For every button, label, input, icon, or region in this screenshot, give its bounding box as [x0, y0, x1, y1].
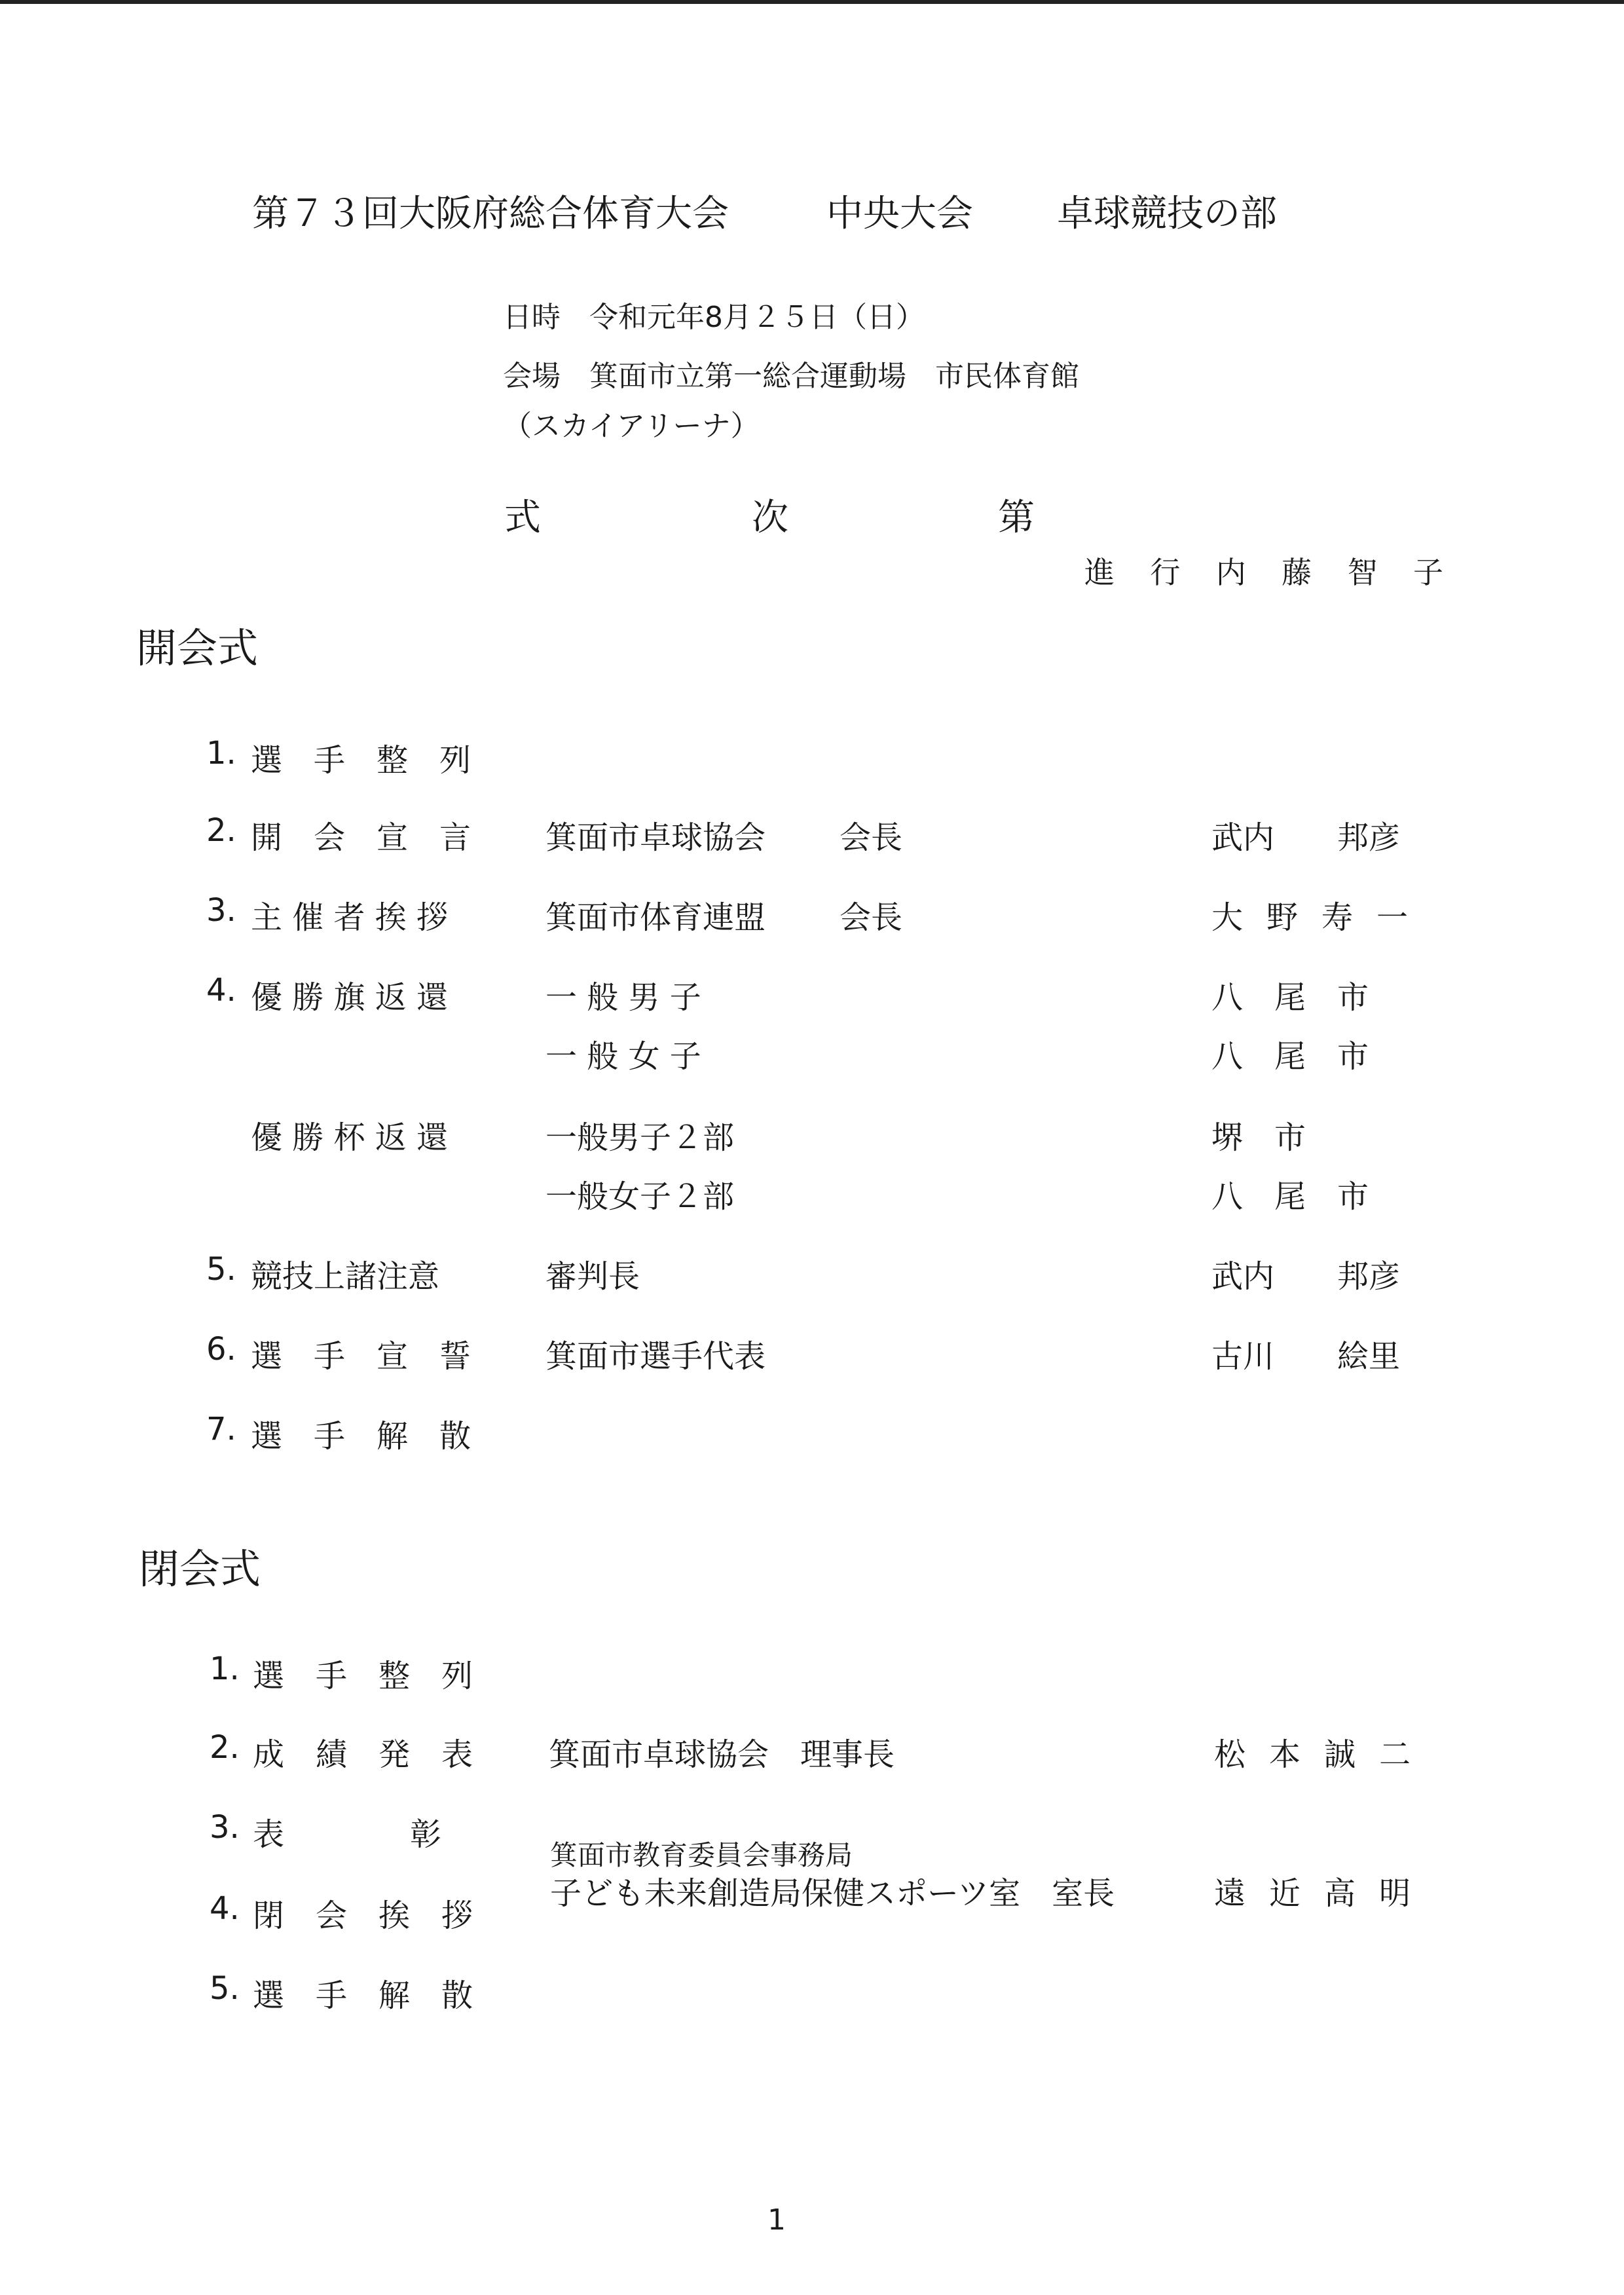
- program-heading-1: 式: [504, 496, 541, 539]
- closing-row-2-label: 成 績 発 表: [253, 1736, 473, 1773]
- closing-row-1-number: 1.: [210, 1651, 240, 1687]
- opening-row-5-name: 武内 邦彦: [1211, 1258, 1401, 1295]
- closing-award-org-line1: 箕面市教育委員会事務局: [550, 1839, 853, 1871]
- opening-ceremony-title: 開会式: [136, 624, 259, 672]
- opening-row-4c-name: 堺 市: [1211, 1119, 1306, 1156]
- presider: [1084, 549, 1443, 592]
- event-venue: 会場 箕面市立第一総合運動場 市民体育館: [503, 360, 1079, 393]
- opening-row-4b-name: 八 尾 市: [1211, 1038, 1369, 1075]
- opening-row-4-label: 優 勝 旗 返 還: [251, 979, 449, 1016]
- opening-row-2-number: 2.: [206, 812, 236, 849]
- title-sport: 卓球競技の部: [1057, 193, 1277, 235]
- closing-row-1-label: 選 手 整 列: [253, 1658, 473, 1694]
- opening-row-1-number: 1.: [206, 735, 236, 772]
- event-date: 日時 令和元年8月２５日（日）: [503, 301, 925, 334]
- opening-row-2-label: 開 会 宣 言: [251, 819, 471, 856]
- opening-row-3-name: 大野寿一: [1211, 899, 1432, 936]
- opening-row-5-org: 審判長: [545, 1258, 640, 1295]
- closing-row-4-number: 4.: [210, 1890, 240, 1927]
- closing-results-org: 箕面市卓球協会 理事長: [549, 1736, 895, 1773]
- closing-award-org-line2: 子ども未来創造局保健スポーツ室 室長: [550, 1875, 1115, 1912]
- closing-row-3-label: 表 彰: [253, 1816, 442, 1853]
- opening-row-4d-name: 八 尾 市: [1211, 1178, 1369, 1215]
- opening-row-6-org: 箕面市選手代表: [545, 1338, 766, 1375]
- opening-row-7-number: 7.: [206, 1411, 236, 1447]
- opening-row-4-number: 4.: [206, 972, 236, 1009]
- opening-row-3-org: 箕面市体育連盟: [545, 899, 766, 936]
- opening-row-3-role: 会長: [840, 899, 903, 936]
- opening-row-5-number: 5.: [206, 1251, 236, 1288]
- opening-row-4d-org: 一般女子２部: [545, 1178, 735, 1215]
- presider-char: 藤: [1282, 555, 1312, 590]
- closing-ceremony-title: 閉会式: [139, 1545, 261, 1593]
- closing-results-name: 松本誠二: [1214, 1736, 1435, 1773]
- opening-row-4-name: 八 尾 市: [1211, 979, 1369, 1016]
- opening-row-3-label: 主 催 者 挨 拶: [251, 899, 449, 936]
- presider-char: 進: [1084, 555, 1115, 590]
- page-number: 1: [767, 2203, 786, 2237]
- opening-row-6-name: 古川 絵里: [1211, 1338, 1401, 1375]
- closing-award-name: 遠近高明: [1214, 1875, 1435, 1912]
- program-heading-2: 次: [752, 496, 788, 539]
- opening-row-4c-org: 一般男子２部: [545, 1119, 735, 1156]
- title-event: 第７３回大阪府総合体育大会: [252, 193, 729, 235]
- closing-row-2-number: 2.: [210, 1729, 240, 1766]
- closing-row-3-number: 3.: [210, 1809, 240, 1846]
- closing-row-5-number: 5.: [210, 1970, 240, 2007]
- opening-row-3-number: 3.: [206, 892, 236, 929]
- scan-top-edge: [0, 0, 1624, 4]
- opening-row-4-org: 一 般 男 子: [545, 979, 701, 1016]
- opening-row-4b-org: 一 般 女 子: [545, 1038, 701, 1075]
- closing-row-5-label: 選 手 解 散: [253, 1977, 473, 2014]
- opening-row-2-name: 武内 邦彦: [1211, 819, 1401, 856]
- closing-row-4-label: 閉 会 挨 拶: [253, 1897, 473, 1934]
- event-venue-alias: （スカイアリーナ）: [503, 409, 760, 443]
- presider-char: 内: [1215, 555, 1246, 590]
- opening-row-7-label: 選 手 解 散: [251, 1418, 471, 1455]
- title-division: 中央大会: [826, 193, 973, 235]
- opening-row-6-label: 選 手 宣 誓: [251, 1338, 471, 1375]
- opening-row-6-number: 6.: [206, 1331, 236, 1368]
- opening-row-2-org: 箕面市卓球協会: [545, 819, 766, 856]
- opening-row-5-label: 競技上諸注意: [251, 1258, 440, 1295]
- opening-row-2-role: 会長: [840, 819, 903, 856]
- presider-char: 智: [1347, 555, 1378, 590]
- opening-row-1-label: 選 手 整 列: [251, 742, 471, 779]
- presider-char: 子: [1412, 555, 1443, 590]
- opening-row-4c-label: 優 勝 杯 返 還: [251, 1119, 449, 1156]
- program-heading-3: 第: [998, 496, 1035, 539]
- presider-char: 行: [1150, 555, 1181, 590]
